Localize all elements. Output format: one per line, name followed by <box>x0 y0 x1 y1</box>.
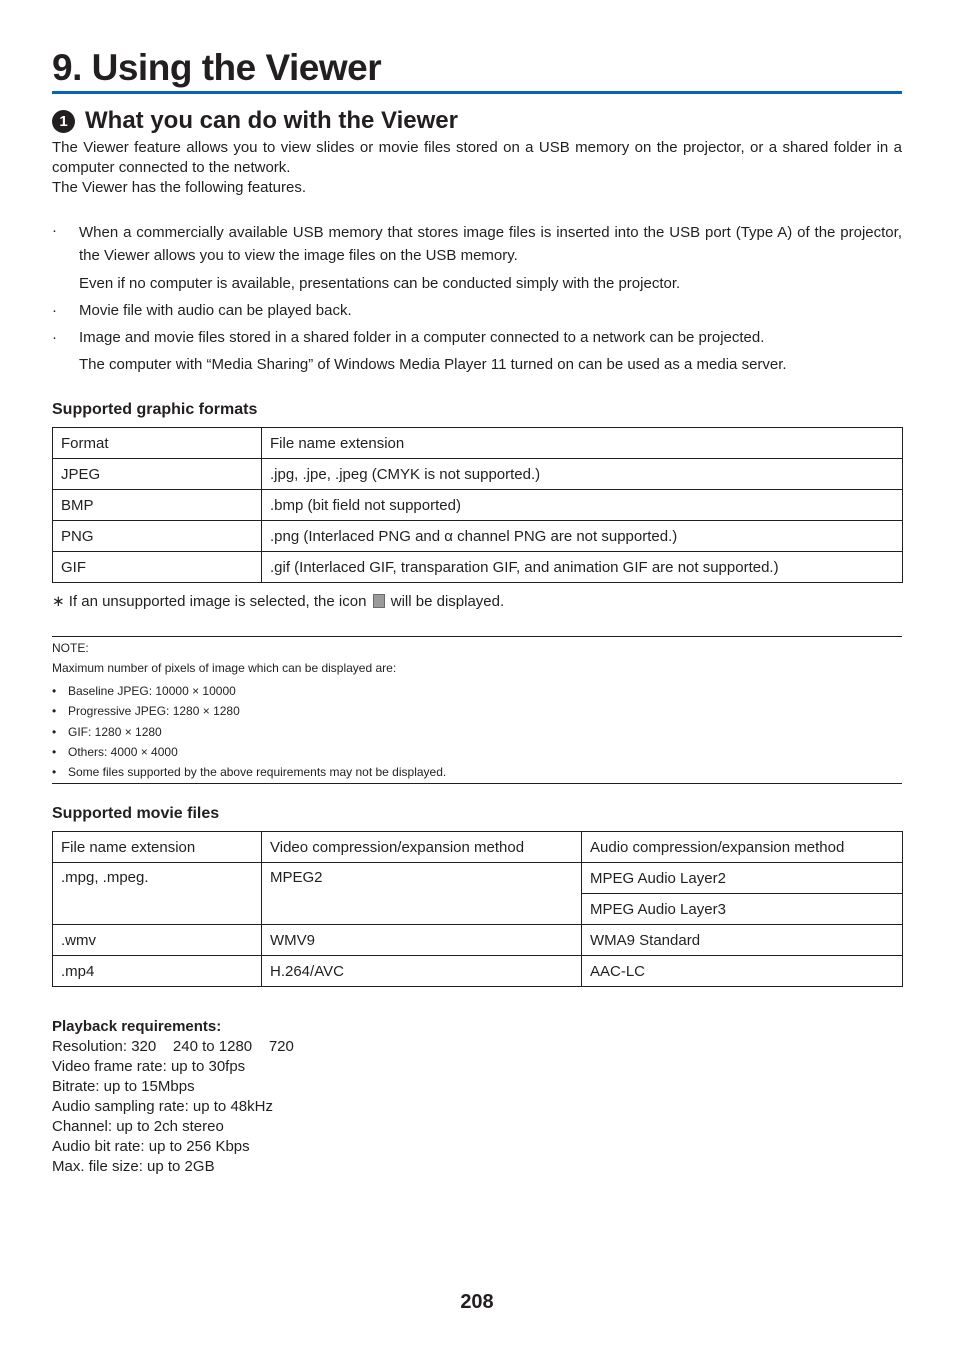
note-item: • Progressive JPEG: 1280 × 1280 <box>52 701 446 721</box>
intro-line: The Viewer feature allows you to view slides or movie files stored on a USB memory on the projector, or a shared folder in a computer connected to the network. <box>52 139 902 176</box>
table-cell: BMP <box>53 490 262 521</box>
playback-line: Audio bit rate: up to 256 Kbps <box>52 1138 250 1155</box>
note-item: • Some files supported by the above requirements may not be displayed. <box>52 762 446 782</box>
bullet: · <box>52 329 57 346</box>
table-cell: MPEG Audio Layer2 <box>582 863 903 894</box>
table-header-cell: File name extension <box>262 428 903 459</box>
note-list <box>52 681 446 782</box>
table-cell: .gif (Interlaced GIF, transparation GIF, and animation GIF are not supported.) <box>262 552 903 583</box>
feature-item <box>52 328 902 375</box>
table-cell: WMV9 <box>262 925 582 956</box>
table-row <box>53 863 903 894</box>
table-row <box>53 552 903 583</box>
bullet: · <box>52 222 57 239</box>
chapter-title: 9. Using the Viewer <box>52 47 382 88</box>
note-item: • Baseline JPEG: 10000 × 10000 <box>52 681 446 701</box>
playback-line: Max. file size: up to 2GB <box>52 1158 215 1175</box>
playback-requirements <box>52 1017 294 1177</box>
table-cell: WMA9 Standard <box>582 925 903 956</box>
playback-line: Audio sampling rate: up to 48kHz <box>52 1098 273 1115</box>
table-cell: .mpg, .mpeg. <box>53 863 262 925</box>
movie-files-table <box>52 831 903 987</box>
table-header-row <box>53 428 903 459</box>
section-heading <box>52 106 458 136</box>
note-item: • Others: 4000 × 4000 <box>52 742 446 762</box>
title-rule <box>52 91 902 94</box>
section-title: What you can do with the Viewer <box>85 107 458 134</box>
table-row <box>53 459 903 490</box>
table-row <box>53 521 903 552</box>
movie-files-heading: Supported movie files <box>52 805 220 822</box>
feature-text: Image and movie files stored in a shared folder in a computer connected to a network can be projected. <box>79 329 765 346</box>
table-header-cell: Audio compression/expansion method <box>582 832 903 863</box>
table-cell: H.264/AVC <box>262 956 582 987</box>
unsupported-image-icon <box>373 594 385 608</box>
page-number: 208 <box>460 1291 494 1313</box>
intro-line: The Viewer has the following features. <box>52 179 307 196</box>
table-cell: .mp4 <box>53 956 262 987</box>
feature-extra: Even if no computer is available, presentations can be conducted simply with the projector. <box>79 275 681 292</box>
playback-heading: Playback requirements: <box>52 1018 222 1035</box>
table-header-cell: File name extension <box>53 832 262 863</box>
note-lead: Maximum number of pixels of image which can be displayed are: <box>52 661 397 675</box>
note-box <box>52 636 902 784</box>
feature-list <box>52 221 902 375</box>
playback-line: Video frame rate: up to 30fps <box>52 1058 246 1075</box>
section-number-badge: 1 <box>52 110 75 133</box>
intro-text <box>52 138 902 198</box>
table-cell: .wmv <box>53 925 262 956</box>
playback-line: Bitrate: up to 15Mbps <box>52 1078 195 1095</box>
table-row <box>53 490 903 521</box>
table-cell: AAC-LC <box>582 956 903 987</box>
table-cell: GIF <box>53 552 262 583</box>
footnote-text: will be displayed. <box>390 593 505 610</box>
feature-extra: The computer with “Media Sharing” of Windows Media Player 11 turned on can be used as a media server. <box>79 356 787 373</box>
table-header-cell: Video compression/expansion method <box>262 832 582 863</box>
unsupported-image-footnote <box>52 592 504 612</box>
table-header-cell: Format <box>53 428 262 459</box>
bullet: · <box>52 302 57 319</box>
feature-item <box>52 221 902 294</box>
playback-line: Resolution: 320 240 to 1280 720 <box>52 1038 294 1055</box>
table-cell: JPEG <box>53 459 262 490</box>
table-cell: .png (Interlaced PNG and α channel PNG are not supported.) <box>262 521 903 552</box>
table-cell: MPEG2 <box>262 863 582 925</box>
playback-line: Channel: up to 2ch stereo <box>52 1118 224 1135</box>
footnote-text: ∗ If an unsupported image is selected, the icon <box>52 593 367 610</box>
feature-text: When a commercially available USB memory that stores image files is inserted into the USB port (Type A) of the projector, the Viewer allows you to view the image files on the USB memory. <box>79 224 902 264</box>
table-cell: .jpg, .jpe, .jpeg (CMYK is not supported.) <box>262 459 903 490</box>
note-label: NOTE: <box>52 641 89 655</box>
table-row <box>53 956 903 987</box>
table-cell: PNG <box>53 521 262 552</box>
feature-text: Movie file with audio can be played back. <box>79 302 352 319</box>
table-row <box>53 925 903 956</box>
feature-item <box>52 301 902 321</box>
note-item: • GIF: 1280 × 1280 <box>52 722 446 742</box>
table-cell: MPEG Audio Layer3 <box>582 894 903 925</box>
table-cell: .bmp (bit field not supported) <box>262 490 903 521</box>
graphic-formats-heading: Supported graphic formats <box>52 401 258 418</box>
graphic-formats-table <box>52 427 903 583</box>
table-header-row <box>53 832 903 863</box>
